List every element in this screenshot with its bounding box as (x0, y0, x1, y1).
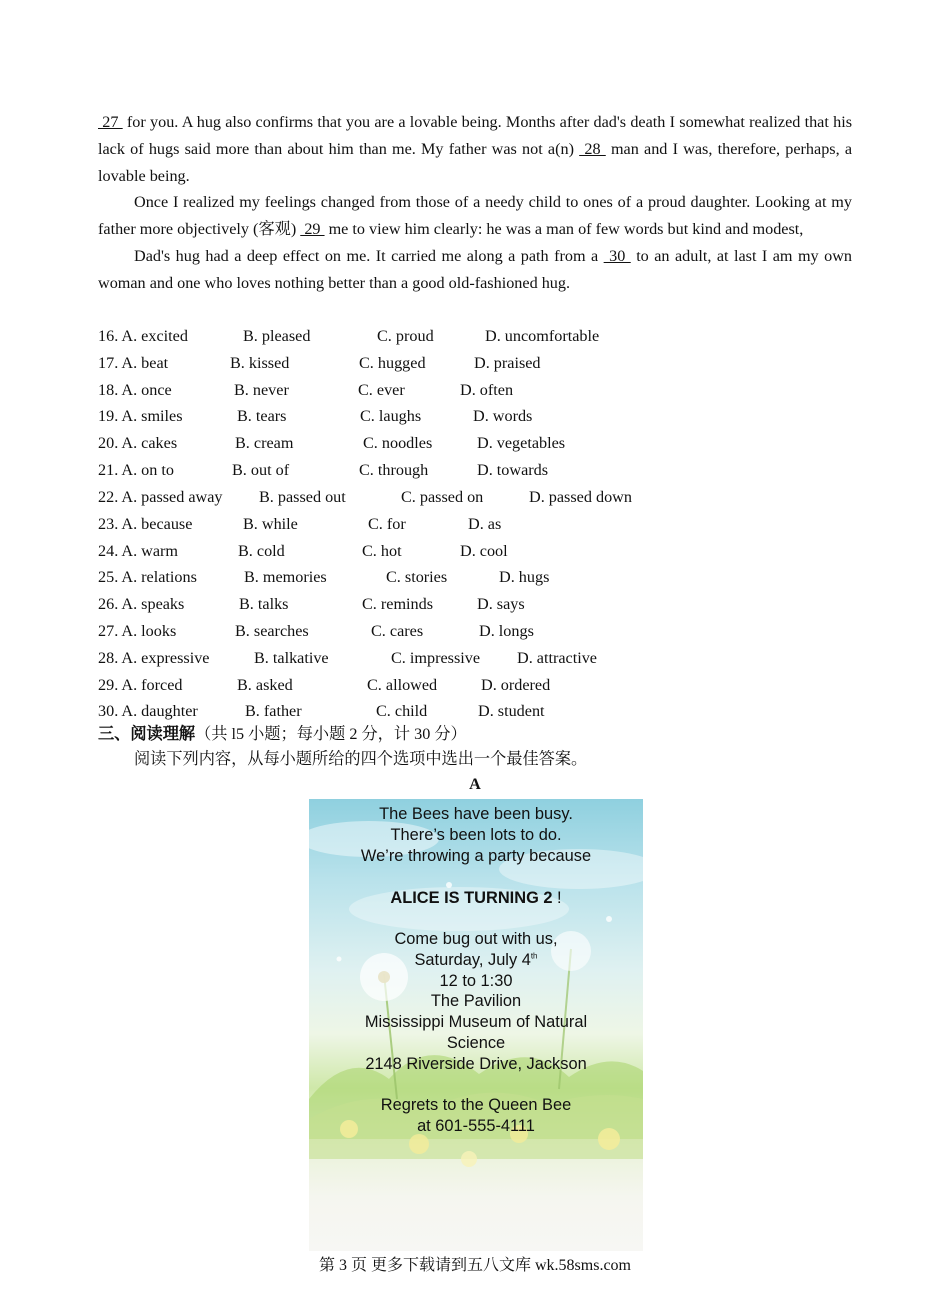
invitation-regrets: Regrets to the Queen Bee (380, 1096, 572, 1114)
blank-30: 30 (603, 246, 631, 265)
invitation-date: Saturday, July 4th (414, 951, 538, 969)
invitation-phone: at 601-555-4111 (417, 1117, 535, 1135)
invitation-line-5: Come bug out with us, (394, 930, 558, 948)
part-title: A (469, 775, 481, 793)
passage-paragraph-2: Once I realized my feelings changed from those of a needy child to ones of a proud daughter. Looking at my father more objectively (客观) 29 me to view him clearly: he was a man of few words but kind and modest, (98, 193, 852, 239)
passage (98, 109, 852, 297)
passage-paragraph-3: Dad's hug had a deep effect on me. It carried me along a path from a 30 to an adult, at last I am my own woman and one who loves nothing better than a good old-fashioned hug. (98, 246, 852, 292)
section-heading: 三、阅读理解（共 l5 小题；每小题 2 分，计 30 分） (98, 725, 467, 743)
invitation-venue: The Pavilion (430, 992, 522, 1010)
passage-paragraph-1: 27 for you. A hug also confirms that you are a lovable being. Months after dad's death I somewhat realized that his lack of hugs said more than about him than me. My father was not a(n) 28 man and I was, therefore, perhaps, a lovable being. (98, 113, 853, 185)
invitation-headline: ALICE IS TURNING 2 ! (390, 889, 562, 907)
blank-29: 29 (300, 220, 325, 239)
invitation-museum-line-1: Mississippi Museum of Natural (364, 1013, 588, 1031)
blank-28: 28 (579, 139, 606, 158)
invitation-line-1: The Bees have been busy. (379, 805, 573, 823)
invitation-time: 12 to 1:30 (439, 972, 513, 990)
invitation-museum-line-2: Science (446, 1034, 506, 1052)
invitation-line-3: We’re throwing a party because (360, 847, 592, 865)
page-footer: 第 3 页 更多下载请到五八文库 wk.58sms.com (318, 1257, 631, 1274)
party-invitation (309, 799, 643, 1251)
blank-27: 27 (98, 113, 123, 131)
invitation-line-2: There’s been lots to do. (390, 826, 562, 844)
section-instruction: 阅读下列内容，从每小题所给的四个选项中选出一个最佳答案。 (134, 750, 588, 768)
invitation-address: 2148 Riverside Drive, Jackson (365, 1055, 587, 1073)
